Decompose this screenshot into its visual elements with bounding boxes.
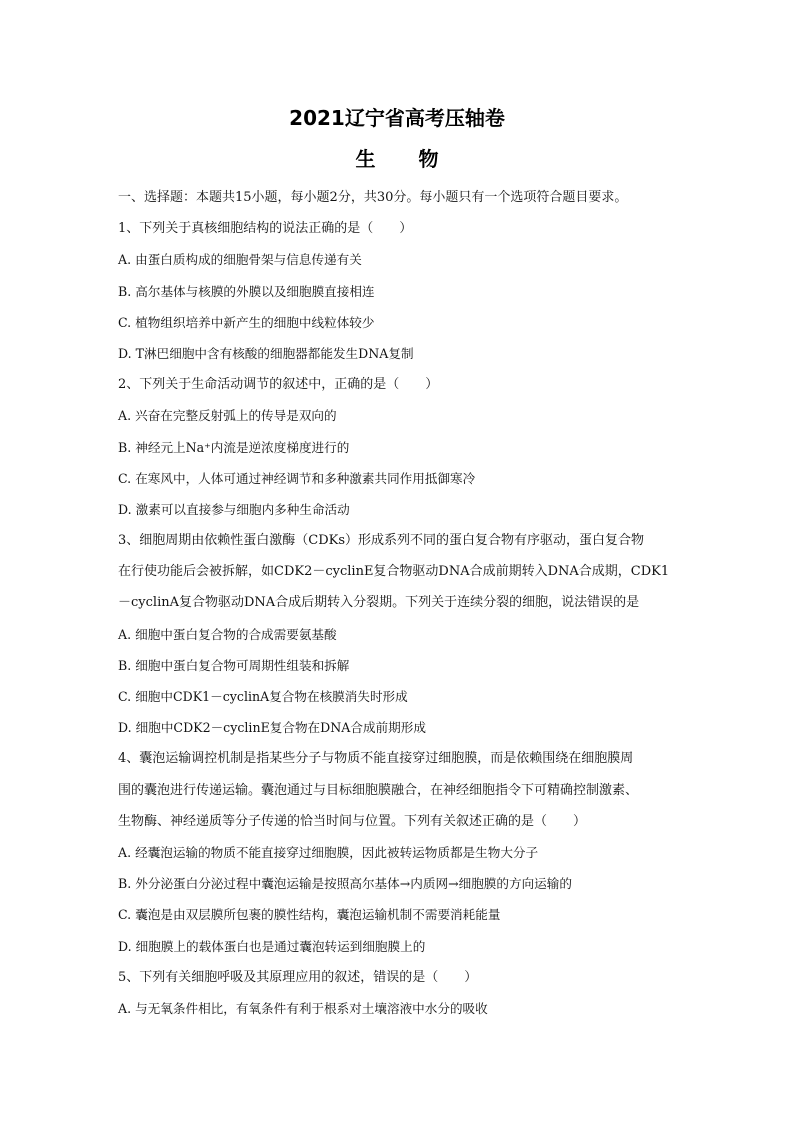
option-a: A. 细胞中蛋白复合物的合成需要氨基酸 [118,626,337,642]
question-stem-line: －cyclinA复合物驱动DNA合成后期转入分裂期。下列关于连续分裂的细胞，说法错误的是 [118,595,640,611]
section-heading: 一、选择题：本题共15小题，每小题2分，共30分。每小题只有一个选项符合题目要求。 [118,190,628,205]
question-stem: 5、下列有关细胞呼吸及其原理应用的叙述，错误的是（ ） [118,969,478,985]
subject-title: 生 物 [355,147,457,171]
option-a: A. 由蛋白质构成的细胞骨架与信息传递有关 [118,252,362,268]
question-stem: 1、下列关于真核细胞结构的说法正确的是（ ） [118,221,413,237]
option-c: C. 植物组织培养中新产生的细胞中线粒体较少 [118,314,375,330]
exam-body [118,182,678,1024]
option-b: B. 高尔基体与核膜的外膜以及细胞膜直接相连 [118,283,375,299]
option-a: A. 经囊泡运输的物质不能直接穿过细胞膜，因此被转运物质都是生物大分子 [118,844,539,860]
question-stem-line: 围的囊泡进行传递运输。囊泡通过与目标细胞膜融合，在神经细胞指令下可精确控制激素、 [118,782,639,798]
exam-title: 2021辽宁省高考压轴卷 [289,106,505,130]
option-c: C. 囊泡是由双层膜所包裹的膜性结构，囊泡运输机制不需要消耗能量 [118,907,501,923]
question-1 [118,213,678,369]
option-d: D. 细胞膜上的载体蛋白也是通过囊泡转运到细胞膜上的 [118,938,426,954]
question-3 [118,525,678,743]
question-stem-line: 在行使功能后会被拆解，如CDK2－cyclinE复合物驱动DNA合成前期转入DNA合成期，CDK1 [118,564,670,580]
question-stem-line: 生物酶、神经递质等分子传递的恰当时间与位置。下列有关叙述正确的是（ ） [118,813,587,829]
option-b: B. 外分泌蛋白分泌过程中囊泡运输是按照高尔基体→内质网→细胞膜的方向运输的 [118,876,572,892]
question-stem-line: 3、细胞周期由依赖性蛋白激酶（CDKs）形成系列不同的蛋白复合物有序驱动，蛋白复合物 [118,533,645,549]
question-4 [118,743,678,961]
question-stem-line: 4、囊泡运输调控机制是指某些分子与物质不能直接穿过细胞膜，而是依赖围绕在细胞膜周 [118,751,634,767]
question-5 [118,962,678,1024]
option-c: C. 细胞中CDK1－cyclinA复合物在核膜消失时形成 [118,689,408,704]
option-c: C. 在寒风中，人体可通过神经调节和多种激素共同作用抵御寒冷 [118,470,476,486]
option-b: B. 细胞中蛋白复合物可周期性组装和拆解 [118,657,350,673]
option-d: D. T淋巴细胞中含有核酸的细胞器都能发生DNA复制 [118,345,414,361]
question-stem: 2、下列关于生命活动调节的叙述中，正确的是（ ） [118,377,439,393]
question-2 [118,369,678,525]
option-a: A. 兴奋在完整反射弧上的传导是双向的 [118,408,337,424]
option-a: A. 与无氧条件相比，有氧条件有利于根系对土壤溶液中水分的吸收 [118,1000,488,1016]
option-b: B. 神经元上Na⁺内流是逆浓度梯度进行的 [118,439,350,455]
option-d: D. 激素可以直接参与细胞内多种生命活动 [118,501,350,517]
option-d: D. 细胞中CDK2－cyclinE复合物在DNA合成前期形成 [118,720,426,736]
